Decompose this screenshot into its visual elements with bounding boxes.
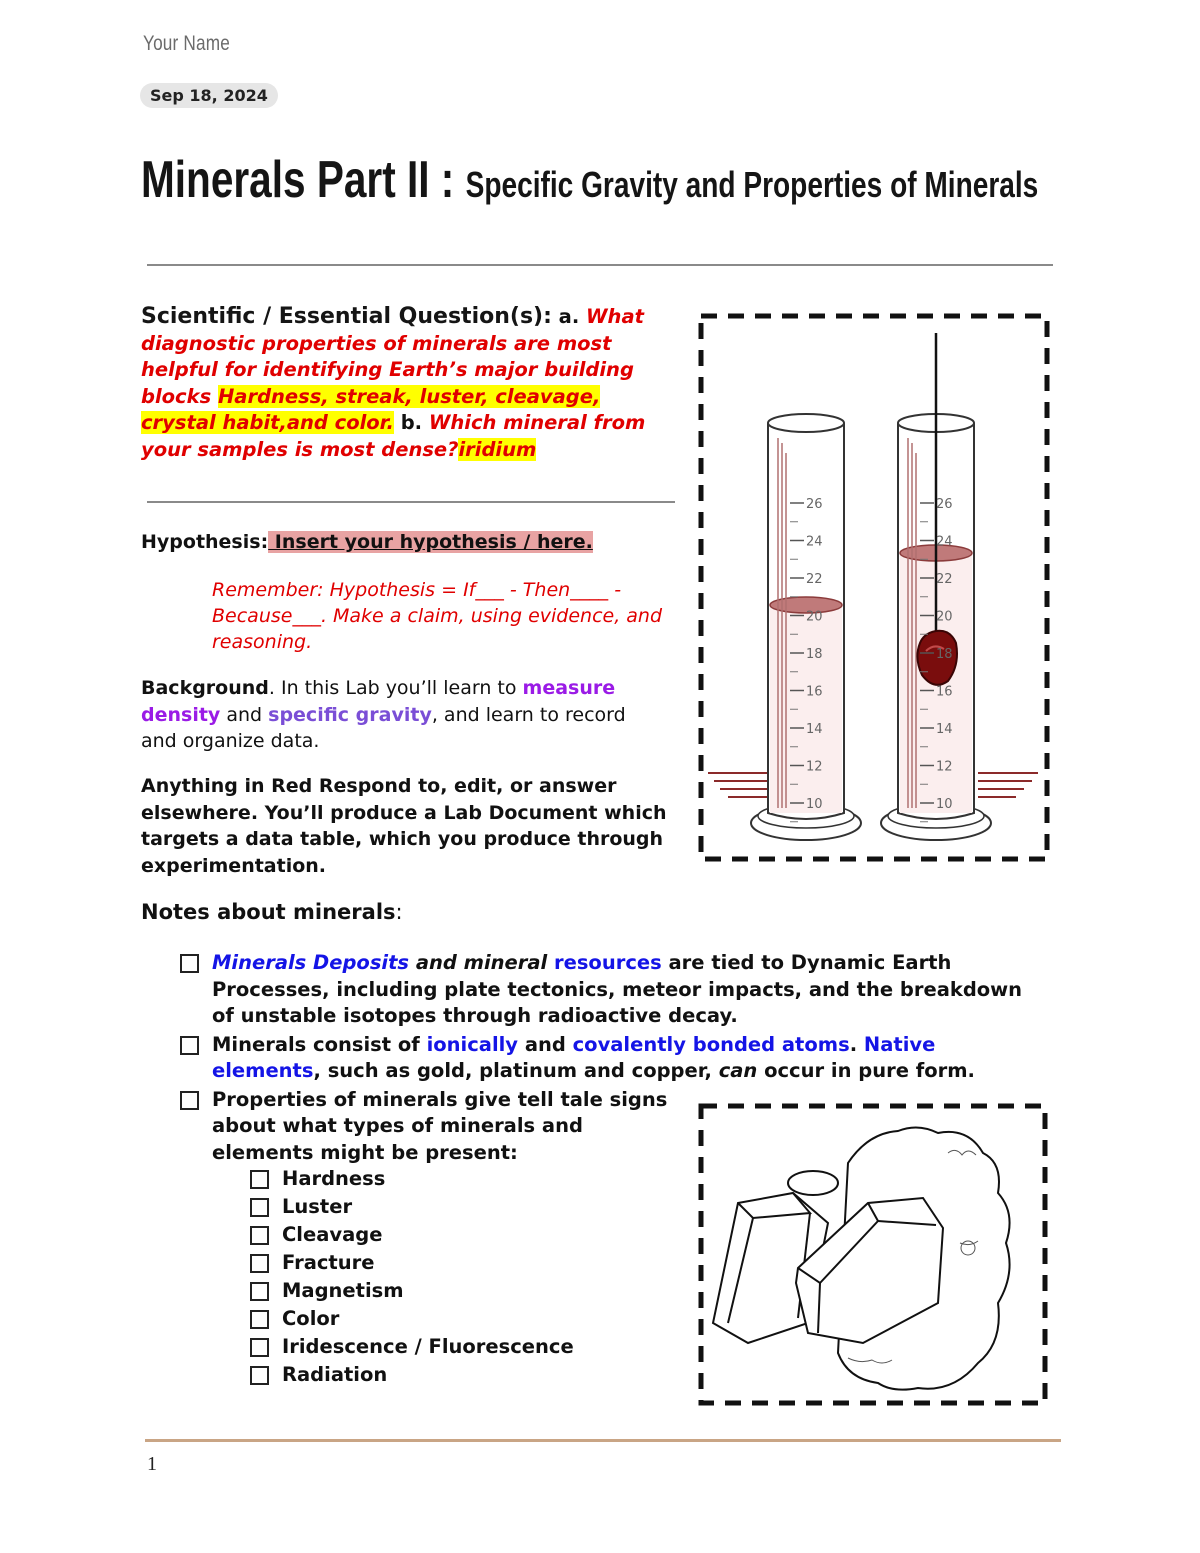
scale-label: 16 [806, 684, 823, 700]
bullet1-text: and mineral [409, 951, 554, 974]
scale-label: 14 [936, 722, 953, 737]
graduated-cylinders-figure [698, 313, 1050, 862]
title-subtitle: Specific Gravity and Properties of Minerals [465, 164, 1039, 205]
scale-label: 24 [936, 534, 953, 550]
bullet2-text-3: . [849, 1032, 864, 1056]
list-item [250, 1249, 574, 1277]
property-label: Luster [282, 1195, 353, 1218]
scale-label: 10 [936, 797, 953, 812]
background-text-3: , and learn to record and organize data. [141, 703, 626, 752]
checkbox-icon[interactable] [180, 954, 199, 973]
list-item [250, 1165, 574, 1193]
hypothesis-input[interactable]: Insert your hypothesis / here. [268, 531, 593, 553]
property-label: Fracture [282, 1251, 375, 1274]
page-title [141, 150, 1038, 210]
checkbox-icon[interactable] [250, 1198, 269, 1217]
checkbox-icon[interactable] [250, 1338, 269, 1357]
list-item [250, 1277, 574, 1305]
checkbox-icon[interactable] [250, 1366, 269, 1385]
bullet1-rest: are tied to Dynamic Earth Processes, including plate tectonics, meteor impacts, and the breakdown of unstable isotopes through radioactive decay. [212, 951, 1023, 1027]
scale-label: 10 [806, 797, 823, 812]
background-text-2: and [220, 703, 269, 726]
question-label: Scientific / Essential Question(s): [141, 304, 552, 329]
checkbox-icon[interactable] [180, 1091, 199, 1110]
footer-divider [145, 1439, 1061, 1442]
bullet2-text-can: can [718, 1059, 758, 1082]
date-chip[interactable]: Sep 18, 2024 [140, 83, 278, 108]
list-item [180, 950, 1040, 1030]
scale-label: 18 [936, 647, 953, 662]
list-item [180, 1032, 1040, 1085]
checkbox-icon[interactable] [250, 1310, 269, 1329]
scale-label: 12 [936, 759, 953, 775]
question-a-answer: Hardness, streak, luster, cleavage, crystal habit,and color. [141, 384, 601, 434]
scale-label: 22 [806, 572, 823, 587]
bullet2-text-5: occur in pure form. [757, 1059, 975, 1082]
list-item [250, 1305, 574, 1333]
bullet2-text-4: , such as gold, platinum and copper, [313, 1059, 719, 1082]
your-name-header: Your Name [143, 32, 230, 55]
scale-label: 22 [936, 572, 953, 587]
mineral-crystal-figure [698, 1103, 1048, 1406]
properties-list [250, 1165, 574, 1389]
page-number: 1 [147, 1453, 157, 1475]
scale-label: 26 [806, 497, 823, 512]
notes-heading [141, 900, 403, 924]
scale-label: 14 [806, 722, 823, 737]
term-specific-gravity: specific gravity [268, 703, 432, 726]
list-item [180, 1087, 682, 1167]
background-label: Background [141, 677, 269, 699]
instructions-paragraph: Anything in Red Respond to, edit, or answer elsewhere. You’ll produce a Lab Document which targets a data table, which you produce through experimentation. [141, 775, 667, 877]
title-main: Minerals Part II : [141, 151, 466, 209]
property-label: Hardness [282, 1167, 386, 1190]
bullet2-text-2: and [518, 1032, 573, 1056]
scale-label: 26 [936, 497, 953, 512]
property-label: Cleavage [282, 1223, 383, 1246]
property-label: Color [282, 1307, 340, 1330]
property-label: Magnetism [282, 1279, 404, 1302]
checkbox-icon[interactable] [250, 1254, 269, 1273]
question-b-text: Which mineral from your samples is most dense? [141, 411, 646, 461]
background-text-1: . In this Lab you’ll learn to [268, 677, 523, 699]
title-divider [147, 264, 1053, 266]
notes-heading-text: Notes about minerals [141, 900, 396, 924]
checkbox-icon[interactable] [250, 1170, 269, 1189]
property-label: Iridescence / Fluorescence [282, 1335, 574, 1358]
question-b-marker: b. [393, 411, 429, 434]
scale-label: 18 [806, 647, 823, 662]
term-resources: resources [553, 951, 662, 974]
property-label: Radiation [282, 1363, 388, 1386]
scale-label: 16 [936, 684, 953, 700]
scale-label: 20 [806, 609, 823, 625]
question-divider [147, 501, 675, 503]
term-native-elements: Native elements [212, 1032, 936, 1082]
list-item [250, 1221, 574, 1249]
notes-heading-colon: : [395, 900, 403, 924]
question-a-text: What diagnostic properties of minerals are most helpful for identifying Earth’s major building blocks [141, 305, 644, 408]
scale-label: 24 [806, 534, 823, 550]
hypothesis-label: Hypothesis: [141, 531, 269, 553]
checkbox-icon[interactable] [250, 1282, 269, 1301]
term-covalently-bonded: covalently bonded atoms [572, 1032, 850, 1056]
list-item [250, 1193, 574, 1221]
list-item [250, 1333, 574, 1361]
hypothesis-reminder: Remember: Hypothesis = If___ - Then____ - Because___. Make a claim, using evidence, and reasoning. [212, 579, 663, 653]
scale-label: 20 [936, 609, 953, 625]
term-ionically: ionically [426, 1032, 519, 1056]
checkbox-icon[interactable] [250, 1226, 269, 1245]
hypothesis-line [141, 531, 593, 553]
essential-question [141, 304, 681, 463]
question-a-marker: a. [551, 305, 587, 328]
bullet2-text-1: Minerals consist of [212, 1032, 427, 1056]
term-measure-density: measure density [141, 677, 616, 726]
list-item [250, 1361, 574, 1389]
background-paragraph [141, 675, 661, 755]
left-cylinder [751, 414, 861, 840]
question-b-answer: iridium [458, 437, 537, 461]
bullet3-text: Properties of minerals give tell tale signs about what types of minerals and elements might be present: [212, 1087, 668, 1164]
scale-label: 12 [806, 759, 823, 775]
checkbox-icon[interactable] [180, 1036, 199, 1055]
term-minerals-deposits: Minerals Deposits [212, 951, 410, 974]
